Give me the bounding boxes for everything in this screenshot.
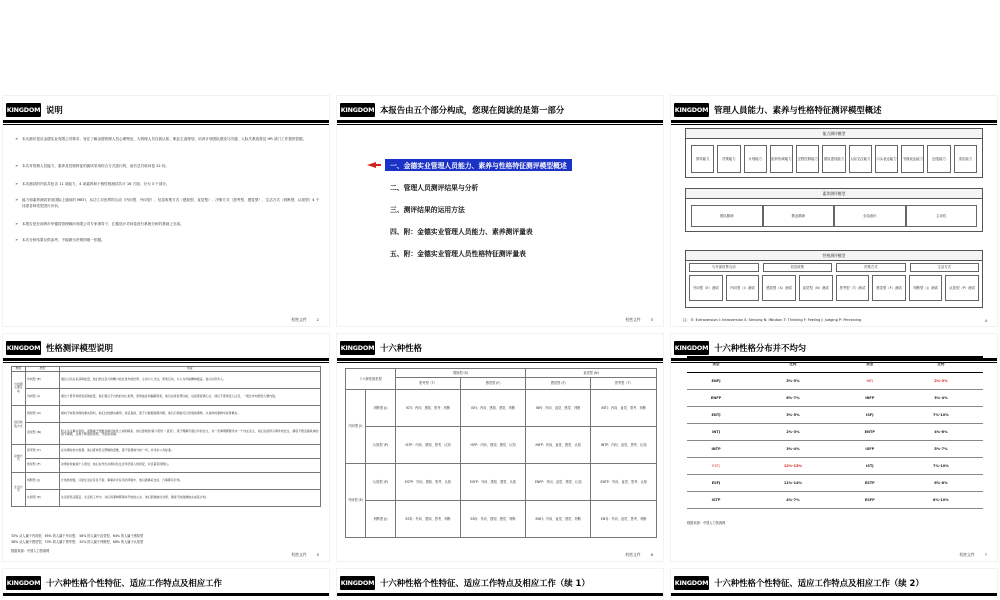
ability-cell: 过程控制能力 xyxy=(796,145,819,173)
ability-cell: 决策能力 xyxy=(717,145,740,173)
group-label: 信息收集方式 xyxy=(12,405,26,444)
slide-footer: 机密文件 2 xyxy=(291,317,319,322)
type-cell: ESFJ：外向、感知、感觉、判断 xyxy=(461,501,526,538)
arrow-bullet-icon: ➢ xyxy=(15,136,19,141)
type-ratio: 8%-10% xyxy=(899,491,983,508)
slide-title: 十六种性格 xyxy=(380,343,422,353)
type-ratio: 2%-3% xyxy=(899,372,983,389)
type-cell: ISFJ：内向、感知、感觉、判断 xyxy=(461,390,526,427)
stat-note: 33% 从人属于内向型，65% 的人属于外向型； 58% 的人属于直觉型，64% 的人属于感知型 xyxy=(11,534,144,538)
page-number: 7 xyxy=(984,552,987,557)
personality-model-box xyxy=(685,250,983,308)
type-label: 感知型 (S) xyxy=(26,405,60,422)
arrow-bullet-icon: ➢ xyxy=(15,181,19,186)
table-row xyxy=(687,389,983,406)
table-row xyxy=(687,440,983,457)
type-description: 通过人际关系获取能量，他们把注意力和精力放在身外的世界，主动与人交往，喜欢互动，与人为伴能精神振奋，常认识很多人。 xyxy=(60,371,321,388)
slide-footer xyxy=(975,318,987,323)
dimension-cell: 与外部世界互动 xyxy=(689,263,759,272)
page-number: 6 xyxy=(650,552,653,557)
col-header: 类型 xyxy=(26,367,60,372)
ability-cell: 领导能力 xyxy=(691,145,714,173)
slide-header xyxy=(337,341,663,355)
table-row xyxy=(687,474,983,491)
col-header: 类型 xyxy=(687,357,745,372)
slide-thumbnail-5[interactable] xyxy=(2,333,330,562)
ability-cell: 团队建设能力 xyxy=(822,145,845,173)
group-label: 决策方式 xyxy=(12,444,26,472)
agenda-item[interactable]: 三、测评结果的运用方法 xyxy=(390,206,465,214)
orientation-label: 内向型 (I) xyxy=(346,390,366,464)
dimension-cell: 决策方式 xyxy=(836,263,906,272)
sixteen-types-table xyxy=(345,368,657,538)
type-description: 倾向于收集详细的事实资料，他们比较踏实确用，说话直接，善于以数据说明问题，他们只相信可以觉察的事物，从具体的事物中获得事实。 xyxy=(60,405,321,422)
slide-footer: 机密文件 3 xyxy=(625,317,653,322)
header-rule-thin xyxy=(3,124,329,125)
type-ratio: 7%-10% xyxy=(899,457,983,474)
data-source: 数据来源：中国人力资源网 xyxy=(11,549,50,553)
quality-model-header: 素养测评模型 xyxy=(686,189,982,199)
col-header: 比例 xyxy=(899,357,983,372)
arrow-bullet-icon: ➢ xyxy=(15,237,19,242)
header-rule-thin xyxy=(337,124,663,125)
type-description: 在决策时较为客观，他们喜欢符合逻辑的思维，善于客观地分析一切，并寻求公共标准。 xyxy=(60,444,321,458)
type-ratio: 4%-7% xyxy=(745,491,841,508)
type-label: 感觉型 (F) xyxy=(26,458,60,472)
header-rule xyxy=(337,358,663,361)
data-source: 数据来源：中国人力资源网 xyxy=(687,521,726,525)
type-ratio: 5%-7% xyxy=(899,440,983,457)
type-label: 内向型 (I) xyxy=(26,388,60,405)
slide-header xyxy=(3,341,329,355)
type-cell: 思考型（T）测试 xyxy=(836,275,870,301)
header-rule-thin xyxy=(337,362,663,363)
slide-title: 十六种性格个性特征、适应工作特点及相应工作（续 1） xyxy=(380,578,590,588)
page-number: 5 xyxy=(316,552,319,557)
type-ratio: 3%-5% xyxy=(745,406,841,423)
group-label: 与世界心理互动 xyxy=(12,371,26,405)
slide-title: 管理人員能力、素养与性格特征测评模型概述 xyxy=(714,105,882,115)
header-rule xyxy=(3,120,329,123)
type-name: INFJ xyxy=(841,372,899,389)
type-name: ESTP xyxy=(841,474,899,491)
type-ratio: 3%-4% xyxy=(899,389,983,406)
decision-header: 感觉型 (F) xyxy=(526,378,591,390)
quality-cell: 敬业精神 xyxy=(763,205,835,227)
type-name: INTP xyxy=(687,440,745,457)
type-cell: ENFP：外向、直觉、感觉、认知 xyxy=(526,464,591,501)
slide-thumbnail-4[interactable] xyxy=(670,95,998,327)
slide-header xyxy=(671,341,997,355)
bullet-item: ➢ 本次分析结果仅供参考，不能做为决策的唯一依据。 xyxy=(15,237,105,242)
ability-cell: 组织协调能力 xyxy=(770,145,793,173)
header-rule-thin xyxy=(671,124,997,125)
type-description: 计划性较强，只能生活在有条不紊、事事井井有序的环境中，他们做事后支持，凡事都有计划。 xyxy=(60,472,321,489)
type-ratio: 7%-10% xyxy=(899,406,983,423)
type-cell: 感知型（S）测试 xyxy=(762,275,796,301)
type-ratio: 2%-3% xyxy=(745,423,841,440)
type-label: 认知型 (P) xyxy=(26,489,60,506)
type-cell: 内向型（I）测试 xyxy=(726,275,760,301)
dimension-cell: 生活方式 xyxy=(910,263,980,272)
slide-header xyxy=(3,576,329,590)
type-name: INFP xyxy=(841,389,899,406)
type-label: 外向型 (E) xyxy=(26,371,60,388)
personality-description-table xyxy=(11,366,321,507)
slide-title: 十六种性格分布并不均匀 xyxy=(714,343,807,353)
distribution-table xyxy=(687,356,983,509)
type-cell: 感觉型（F）测试 xyxy=(872,275,906,301)
slide-title: 本报告由五个部分构成，您现在阅读的是第一部分 xyxy=(380,105,565,115)
ability-cell: 适应能力 xyxy=(954,145,977,173)
type-ratio: 3%-5% xyxy=(745,372,841,389)
type-name: INTJ xyxy=(687,423,745,440)
kingdom-logo: KINGDOM xyxy=(340,341,375,355)
type-cell: ENTJ：外向、直觉、思考、判断 xyxy=(591,501,657,538)
ability-cell: 计划能力 xyxy=(744,145,767,173)
ability-cell: 书面表达能力 xyxy=(901,145,924,173)
type-name: ENTJ xyxy=(687,406,745,423)
slide-thumbnail-2[interactable] xyxy=(2,95,330,327)
type-ratio: 11%-14% xyxy=(745,474,841,491)
header-rule xyxy=(337,593,663,596)
distribution-rows xyxy=(687,372,983,508)
table-row xyxy=(687,423,983,440)
type-name: ISFJ xyxy=(841,406,899,423)
type-cell: 直觉型（N）测试 xyxy=(799,275,833,301)
agenda-item[interactable]: 四、附：金德实业管理人员能力、素养测评量表 xyxy=(390,228,533,236)
kingdom-logo: KINGDOM xyxy=(6,341,41,355)
slide-header xyxy=(3,103,329,117)
table-row xyxy=(687,457,983,474)
table-row xyxy=(687,372,983,389)
kingdom-logo: KINGDOM xyxy=(674,103,709,117)
bullet-item: ➢ 本氏测评是应金德实业有限公司要求，旨在了解金德管理人员心理特征，为管理人员自我认知、职业生涯规划、培训计划团队建设与沟通、人际关系改善及 HR 部门工作提供依据。 xyxy=(15,136,307,141)
slide-thumbnail-9[interactable] xyxy=(336,568,664,600)
arrow-bullet-icon: ➢ xyxy=(15,163,19,168)
type-cell: INFP：内向、直觉、感觉、认知 xyxy=(526,427,591,464)
decision-header: 感觉型 (F) xyxy=(461,378,526,390)
type-description: 较少关注事实资料，而侧重于想推各种可能性之间的联系，他们更相信'第六感觉'（直觉），善于理解字面以外的含义，对一些事情都要寻求一个内在意义，他们总能用示事件的发生，越容不愿意做具体的细节事情，总想不断更新思想，开拓新领域。 xyxy=(60,422,321,444)
quality-cell: 团队精神 xyxy=(691,205,763,227)
bullet-item: ➢ 本报告是在深圳市华德智管理顾问有限公司专家指导下，汇健设计对问卷进行系统分析的基础上完成。 xyxy=(15,221,184,226)
type-cell: ESTP：外向、感知、思考、认知 xyxy=(396,464,461,501)
col-header: 维度 xyxy=(12,367,26,372)
agenda-item-current[interactable]: 一、金德实业管理人员能力、素养与性格特征测评模型概述 xyxy=(385,159,572,171)
slide-header xyxy=(671,576,997,590)
slide-header xyxy=(337,103,663,117)
ability-model-header: 能力测评模型 xyxy=(686,129,982,139)
type-cell: ENFJ：外向、直觉、感觉、判断 xyxy=(526,501,591,538)
slide-title: 十六种性格个性特征、适应工作特点及相应工作 xyxy=(46,578,222,588)
type-cell: INFJ：内向、直觉、感觉、判断 xyxy=(526,390,591,427)
bullet-item: ➢ 本次测试的内容共包含 11 项能力，4 项素养和于相性格测试共计 16 方面，分为 3 个部分。 xyxy=(15,181,170,186)
header-rule xyxy=(3,358,329,361)
type-ratio: 3%-4% xyxy=(745,440,841,457)
type-label: 思考型 (T) xyxy=(26,444,60,458)
lifestyle-label: 判断型 (J) xyxy=(366,390,396,427)
table-row xyxy=(687,406,983,423)
red-arrow-icon xyxy=(367,161,381,169)
slide-header xyxy=(671,103,997,117)
type-cell: 外向型（E）测试 xyxy=(689,275,723,301)
header-rule-thin xyxy=(3,362,329,363)
type-name: ISFP xyxy=(841,440,899,457)
dimension-cell: 信息收集 xyxy=(763,263,833,272)
kingdom-logo: KINGDOM xyxy=(340,103,375,117)
slide-footer: 机密文件 6 xyxy=(625,552,653,557)
type-cell: ESTJ：外向、感知、思考、判断 xyxy=(396,501,461,538)
table-corner-label: 十六种性格类型 xyxy=(346,369,396,390)
agenda-item[interactable]: 五、附：金德实业管理人员性格特征测评量表 xyxy=(390,250,526,258)
type-label: 直觉型 (N) xyxy=(26,422,60,444)
arrow-bullet-icon: ➢ xyxy=(15,197,19,202)
lifestyle-label: 认知型 (P) xyxy=(366,427,396,464)
slide-footer: 机密文件 7 xyxy=(959,552,987,557)
slide-thumbnail-8[interactable] xyxy=(2,568,330,600)
kingdom-logo: KINGDOM xyxy=(6,103,41,117)
page-number: 4 xyxy=(984,318,987,323)
kingdom-logo: KINGDOM xyxy=(6,576,41,590)
orientation-label: 外向型 (E) xyxy=(346,464,366,538)
slide-title: 性格测评模型说明 xyxy=(46,343,113,353)
decision-header: 思考型（T） xyxy=(396,378,461,390)
col-header: 比例 xyxy=(745,357,841,372)
type-name: ENFP xyxy=(687,389,745,406)
stat-note: 38% 从人属于感觉型，70% 的人属于思考型； 32% 的人属于判断型，68% 的人属于认知型 xyxy=(11,540,144,544)
type-name: ISTJ xyxy=(841,457,899,474)
type-cell: INTJ：内向、直觉、思考、判断 xyxy=(591,390,657,427)
type-name: ESFJ xyxy=(687,474,745,491)
page-number: 3 xyxy=(650,317,653,322)
type-name: ESFP xyxy=(841,491,899,508)
table-row xyxy=(687,491,983,508)
type-cell: ISTJ：内向、感知、思考、判断 xyxy=(396,390,461,427)
personality-model-header: 性格测评模型 xyxy=(686,251,982,261)
header-rule xyxy=(671,593,997,596)
model-legend: 注： E: Extraversion I: Introversion S: Sensing N: INtution T: Thinking F: Feeling J: Judging P: Perceiving xyxy=(683,318,862,322)
type-cell: ISFP：内向、感知、感觉、认知 xyxy=(461,427,526,464)
slide-footer: 机密文件 5 xyxy=(291,552,319,557)
arrow-bullet-icon: ➢ xyxy=(15,221,19,226)
kingdom-logo: KINGDOM xyxy=(674,341,709,355)
slide-thumbnail-3[interactable] xyxy=(336,95,664,327)
ability-cell: 口头表达能力 xyxy=(875,145,898,173)
type-cell: ENTP：外向、直觉、思考、认知 xyxy=(591,464,657,501)
type-cell: 判断型（J）测试 xyxy=(909,275,943,301)
info-header: 直觉型 (N) xyxy=(526,369,657,378)
type-name: ENFJ xyxy=(687,372,745,389)
quality-cell: 主动性 xyxy=(906,205,978,227)
kingdom-logo: KINGDOM xyxy=(340,576,375,590)
col-header: 类型 xyxy=(841,357,899,372)
type-cell: INTP：内向、直觉、思考、认知 xyxy=(591,427,657,464)
type-cell: ESFP：外向、感知、感觉、认知 xyxy=(461,464,526,501)
quality-cell: 全局意识 xyxy=(834,205,906,227)
type-description: 通过个思考和感觉获取能量，他们喜注于自我的内心世界，喜欢独处和偏僻思索，他们也是有想以能，这是喜爱情心态，他们不喜欢受人注目，一般比外向型的人要内敛。 xyxy=(60,388,321,405)
slide-title: 十六种性格个性特征、适应工作特点及相应工作（续 2） xyxy=(714,578,924,588)
decision-header: 思考型（T） xyxy=(591,378,657,390)
slide-title: 说明 xyxy=(46,105,63,115)
type-cell: 认知型（P）测试 xyxy=(945,275,979,301)
quality-model-box xyxy=(685,188,983,232)
lifestyle-label: 认知型 (P) xyxy=(366,464,396,501)
group-label: 生活方式 xyxy=(12,472,26,506)
type-description: 决策时较重视个人感觉，他们在作出决策时往往会考虑别人的感受，并且富有同情心。 xyxy=(60,458,321,472)
ability-cell: 人际交往能力 xyxy=(849,145,872,173)
slide-thumbnail-7[interactable] xyxy=(670,333,998,562)
col-header: 特征 xyxy=(60,367,321,372)
type-ratio: 6%-7% xyxy=(745,389,841,406)
ability-model-box xyxy=(685,128,983,178)
type-ratio: 12%-15% xyxy=(745,457,841,474)
ability-cell: 创造能力 xyxy=(927,145,950,173)
slide-thumbnail-10[interactable] xyxy=(670,568,998,600)
type-name: ENTP xyxy=(841,423,899,440)
type-label: 判断型 (J) xyxy=(26,472,60,489)
type-ratio: 4%-6% xyxy=(899,423,983,440)
header-rule xyxy=(337,120,663,123)
type-name: ESTJ xyxy=(687,457,745,474)
bullet-item: ➢ 本次对管理人员能力、素养及性格特征的测试采用综合方式进行的，前后总共收问卷 22 份。 xyxy=(15,163,170,168)
header-rule xyxy=(671,120,997,123)
lifestyle-label: 判断型 (J) xyxy=(366,501,396,538)
page-number: 2 xyxy=(316,317,319,322)
header-rule xyxy=(3,593,329,596)
bullet-item: ➢ 能力和素养测试采用国际上通用的 MBTI，从功工对世界的互动（内向型、外向型）、信息收集方式（感知型、直觉型）、决策方式（思考型、感觉型）、生活方式（判断型、认知型）4 个纬度各种类型进行评价。 xyxy=(15,197,320,208)
type-description: 生活很灵活随意，生活和工作中，对任何事物都保持开放的心态，他们很难做出决策，通常不能准确地完成某计划。 xyxy=(60,489,321,506)
kingdom-logo: KINGDOM xyxy=(674,576,709,590)
type-ratio: 6%-8% xyxy=(899,474,983,491)
agenda-item[interactable]: 二、管理人员测评结果与分析 xyxy=(390,184,479,192)
slide-header xyxy=(337,576,663,590)
type-name: ISTP xyxy=(687,491,745,508)
type-cell: ISTP：内向、感知、思考、认知 xyxy=(396,427,461,464)
slide-thumbnail-6[interactable] xyxy=(336,333,664,562)
info-header: 感知型 (S) xyxy=(396,369,526,378)
